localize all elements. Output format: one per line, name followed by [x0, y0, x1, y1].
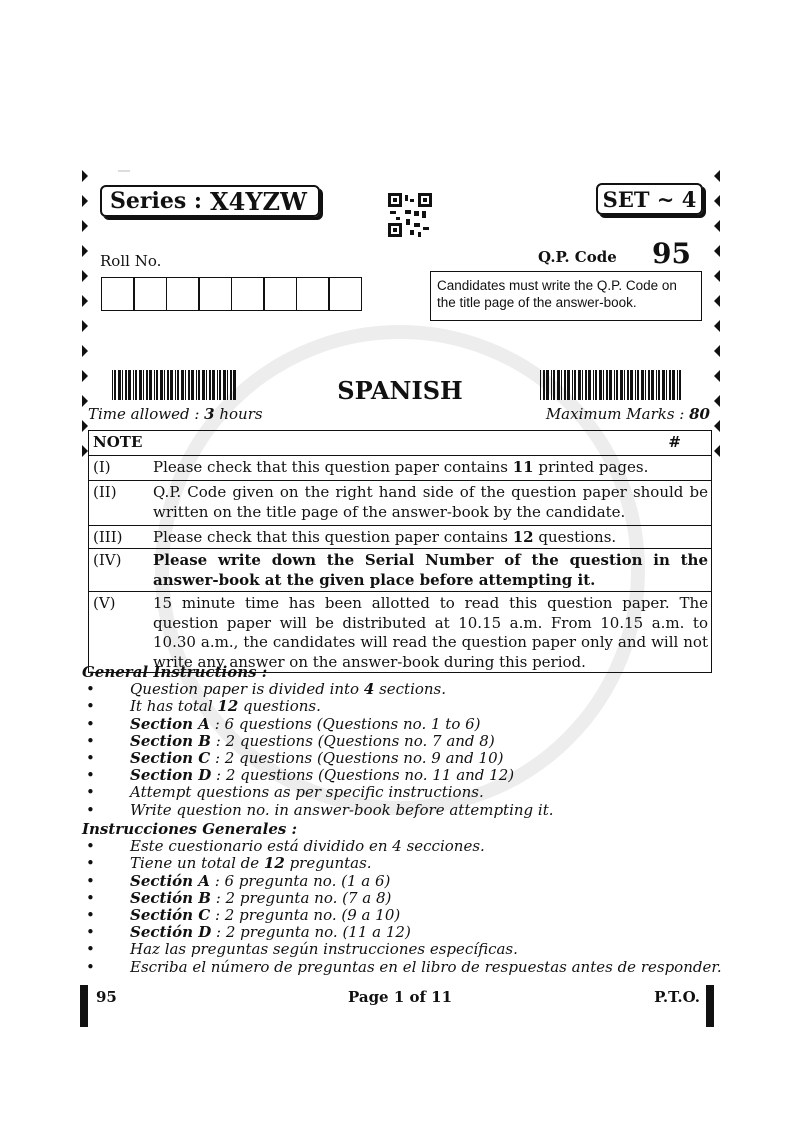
list-item: • Escriba el número de preguntas en el libro de respuestas antes de responder. — [82, 959, 722, 976]
note-title: NOTE — [93, 433, 143, 451]
list-item: • Section B : 2 questions (Questions no. 7 and 8) — [82, 733, 554, 750]
list-item: • Haz las preguntas según instrucciones específicas. — [82, 941, 722, 958]
time-allowed: Time allowed : 3 hours — [88, 405, 263, 423]
qr-code-icon — [388, 193, 432, 237]
list-item: • Question paper is divided into 4 sections. — [82, 681, 554, 698]
roll-no-label: Roll No. — [100, 252, 162, 270]
note-text: Q.P. Code given on the right hand side of the question paper should be written on the title page of the answer-book by the candidate. — [153, 483, 708, 521]
note-row — [89, 549, 711, 592]
note-header — [89, 431, 711, 456]
note-number: (II) — [93, 483, 117, 501]
qp-code-label: Q.P. Code — [538, 248, 617, 266]
roll-no-box[interactable] — [101, 277, 135, 311]
roll-no-boxes[interactable] — [102, 277, 362, 311]
pto-label: P.T.O. — [654, 988, 700, 1006]
qp-code-value: 95 — [652, 237, 691, 270]
note-text: 15 minute time has been allotted to read this question paper. The question paper will be distributed at 10.15 a.m. From 10.15 a.m. to 10.30 a.m., the candidates will read the question paper only and will not write any answer on the answer-book during this period. — [153, 594, 708, 671]
instrucciones-generales-title: Instrucciones Generales : — [82, 820, 298, 838]
series-label: Series : — [110, 188, 202, 214]
note-row — [89, 456, 711, 481]
series-box — [100, 185, 320, 217]
list-item: • Section A : 6 questions (Questions no. 1 to 6) — [82, 716, 554, 733]
list-item: • Section D : 2 questions (Questions no. 11 and 12) — [82, 767, 554, 784]
series-code: X4YZW — [210, 186, 307, 216]
candidates-note: Candidates must write the Q.P. Code on the title page of the answer-book. — [430, 271, 702, 321]
subject-title: SPANISH — [337, 376, 463, 405]
maximum-marks: Maximum Marks : 80 — [545, 405, 710, 423]
note-row — [89, 526, 711, 549]
roll-no-box[interactable] — [328, 277, 362, 311]
roll-no-box[interactable] — [231, 277, 265, 311]
set-box: SET ~ 4 — [596, 183, 703, 215]
note-text: Please write down the Serial Number of the question in the answer-book at the given place before attempting it. — [153, 551, 708, 589]
right-cut-marks — [712, 170, 722, 400]
list-item: • Este cuestionario está dividido en 4 secciones. — [82, 838, 722, 855]
note-table — [88, 430, 712, 673]
list-item: • Section C : 2 questions (Questions no. 9 and 10) — [82, 750, 554, 767]
note-text: Please check that this question paper contains 11 printed pages. — [153, 458, 649, 476]
list-item: • Sectión A : 6 pregunta no. (1 a 6) — [82, 873, 722, 890]
note-text: Please check that this question paper contains 12 questions. — [153, 528, 617, 546]
list-item: • Sectión B : 2 pregunta no. (7 a 8) — [82, 890, 722, 907]
list-item: • It has total 12 questions. — [82, 698, 554, 715]
roll-no-box[interactable] — [198, 277, 232, 311]
note-number: (I) — [93, 458, 111, 476]
list-item: • Tiene un total de 12 preguntas. — [82, 855, 722, 872]
print-mark — [118, 170, 130, 172]
footer-qp-code: 95 — [96, 988, 117, 1006]
roll-no-box[interactable] — [296, 277, 330, 311]
note-row — [89, 592, 711, 672]
list-item: • Sectión C : 2 pregunta no. (9 a 10) — [82, 907, 722, 924]
general-instructions — [82, 664, 554, 819]
note-hash: # — [668, 433, 681, 451]
note-number: (IV) — [93, 551, 122, 569]
left-cut-marks — [82, 170, 92, 400]
roll-no-box[interactable] — [263, 277, 297, 311]
roll-no-box[interactable] — [133, 277, 167, 311]
list-item: • Sectión D : 2 pregunta no. (11 a 12) — [82, 924, 722, 941]
general-instructions-title: General Instructions : — [82, 663, 268, 681]
list-item: • Write question no. in answer-book before attempting it. — [82, 802, 554, 819]
note-number: (III) — [93, 528, 123, 546]
instrucciones-generales — [82, 821, 722, 976]
roll-no-box[interactable] — [166, 277, 200, 311]
list-item: • Attempt questions as per specific instructions. — [82, 784, 554, 801]
page-number: Page 1 of 11 — [347, 988, 453, 1006]
note-row — [89, 481, 711, 526]
note-number: (V) — [93, 594, 116, 612]
